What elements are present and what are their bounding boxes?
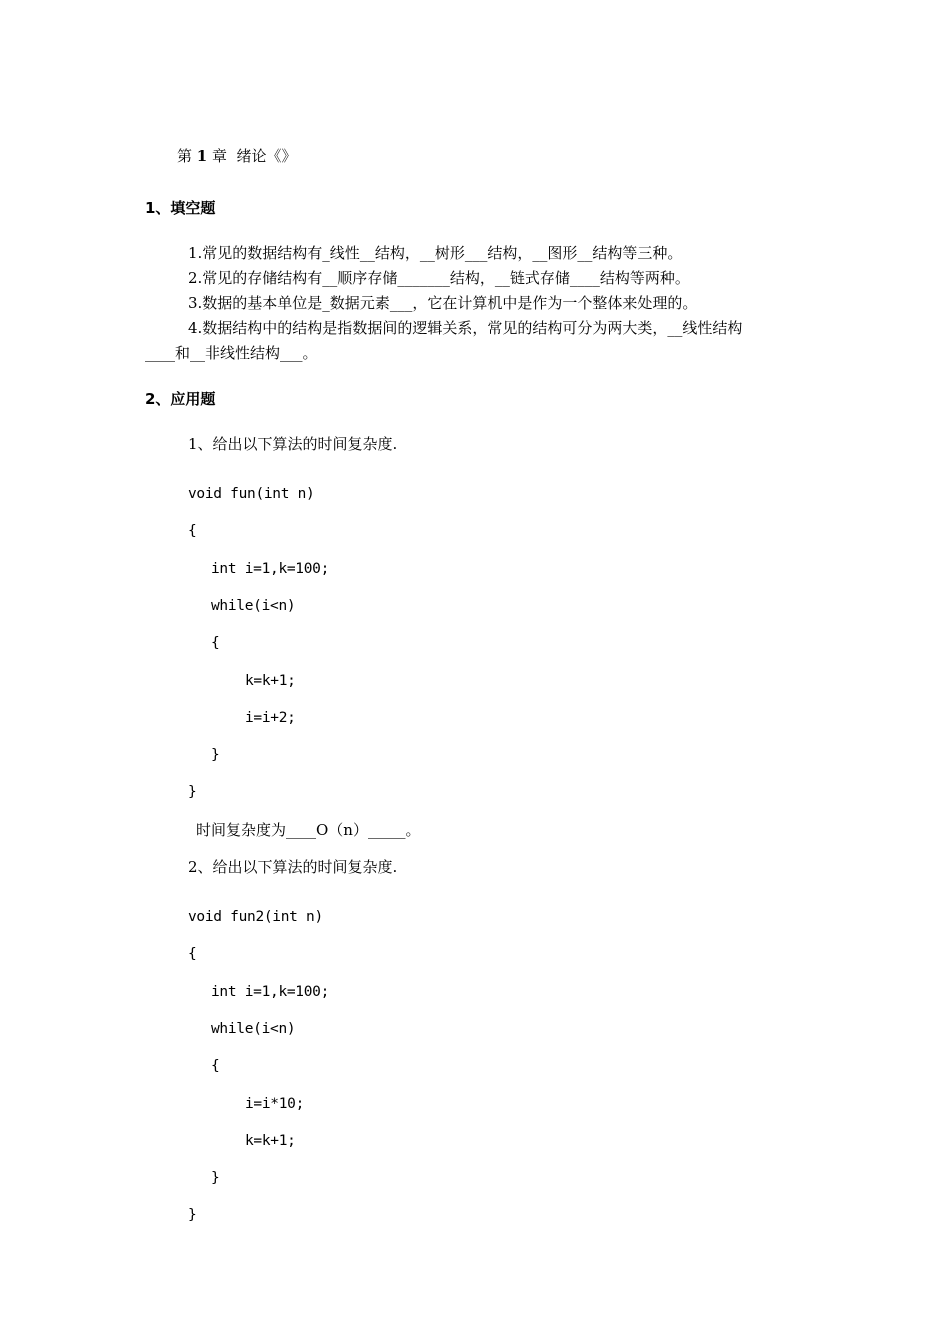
code-line: while(i<n) <box>211 1021 296 1037</box>
code-line: i=i*10; <box>245 1096 305 1112</box>
code-line: { <box>188 946 197 962</box>
code-line: { <box>188 523 197 539</box>
code-line: void fun(int n) <box>188 486 315 502</box>
code-line: int i=1,k=100; <box>211 561 330 577</box>
section-heading-apply: 2、应用题 <box>145 390 216 408</box>
chapter-title <box>177 146 297 166</box>
fill-item-4: 4.数据结构中的结构是指数据间的逻辑关系，常见的结构可分为两大类，__线性结构 <box>188 319 743 337</box>
code-line: while(i<n) <box>211 598 296 614</box>
chapter-number: 1 <box>196 147 208 165</box>
fill-item-1: 1.常见的数据结构有_线性__结构，__树形___结构，__图形__结构等三种。 <box>188 244 683 262</box>
question-1-prompt: 1、给出以下算法的时间复杂度. <box>188 435 398 453</box>
code-line: k=k+1; <box>245 673 296 689</box>
code-line: } <box>211 747 220 763</box>
chapter-prefix: 第 <box>177 147 197 165</box>
code-line: } <box>211 1170 220 1186</box>
code-line: k=k+1; <box>245 1133 296 1149</box>
section-heading-fill: 1、填空题 <box>145 199 216 217</box>
code-line: } <box>188 784 197 800</box>
code-line: { <box>211 1058 220 1074</box>
fill-item-2: 2.常见的存储结构有__顺序存储_______结构，__链式存储____结构等两种。 <box>188 269 690 287</box>
fill-item-4-continued: ____和__非线性结构___。 <box>145 344 318 362</box>
question-1-answer: 时间复杂度为____O（n）_____。 <box>196 821 421 839</box>
code-line: i=i+2; <box>245 710 296 726</box>
code-line: void fun2(int n) <box>188 909 323 925</box>
question-2-prompt: 2、给出以下算法的时间复杂度. <box>188 858 398 876</box>
code-line: int i=1,k=100; <box>211 984 330 1000</box>
chapter-rest: 章 绪论《》 <box>207 147 297 165</box>
code-line: { <box>211 635 220 651</box>
fill-item-3: 3.数据的基本单位是_数据元素___，它在计算机中是作为一个整体来处理的。 <box>188 294 698 312</box>
code-line: } <box>188 1207 197 1223</box>
